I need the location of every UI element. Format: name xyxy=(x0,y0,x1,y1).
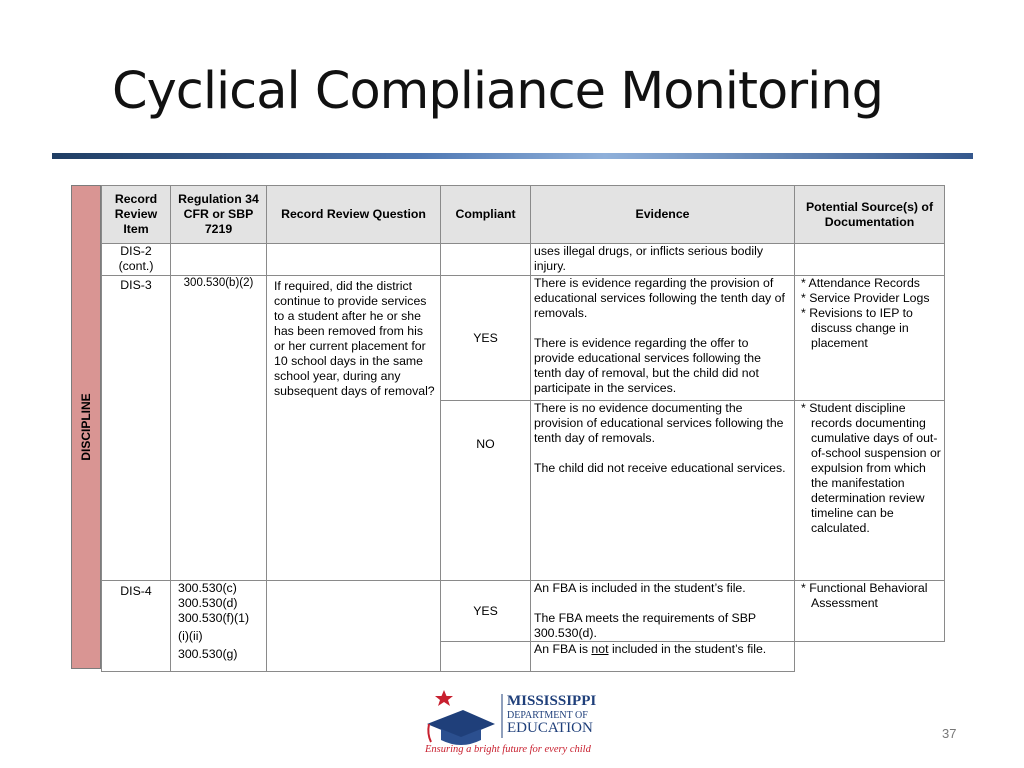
dis3-item xyxy=(102,276,171,581)
dis4-regulation-4: (i)(ii) xyxy=(178,629,203,643)
dis4-regulation-2: 300.530(d) xyxy=(178,596,238,610)
dis4-no-evidence-emph: not xyxy=(591,642,609,656)
dis4-no-evidence xyxy=(531,642,795,672)
mde-logo xyxy=(425,688,601,760)
header-compliant: Compliant xyxy=(441,186,531,244)
dis3-yes-source-1: * Attendance Records xyxy=(801,276,920,290)
dis4-yes-sources xyxy=(795,581,945,642)
dis4-yes-evidence-2: The FBA meets the requirements of SBP 300.530(d). xyxy=(534,611,756,640)
sidebar-label: DISCIPLINE xyxy=(79,393,93,461)
logo-tagline: Ensuring a bright future for every child xyxy=(425,744,591,755)
dis4-regulation-5: 300.530(g) xyxy=(178,647,238,661)
table-row xyxy=(102,276,945,401)
dis3-no-source-1: * Student discipline records documenting cumulative days of out-of-school suspension or expulsion from which the manifestation determination review timeline can be calculated. xyxy=(801,401,941,535)
table-row xyxy=(102,581,945,642)
dis3-no-evidence-1: There is no evidence documenting the provision of educational services following the tenth day of removals. xyxy=(534,401,784,445)
dis2-sources xyxy=(795,244,945,276)
dis2-item: DIS-2 (cont.) xyxy=(102,244,171,276)
dis4-regulation-3: 300.530(f)(1) xyxy=(178,611,250,625)
logo-line-2: DEPARTMENT OF xyxy=(507,710,588,721)
logo-line-1: MISSISSIPPI xyxy=(507,693,597,709)
dis3-no-sources xyxy=(795,401,945,581)
dis2-evidence: uses illegal drugs, or inflicts serious bodily injury. xyxy=(531,244,795,276)
dis3-yes-sources xyxy=(795,276,945,401)
dis2-regulation xyxy=(171,244,267,276)
dis4-regulation xyxy=(171,581,267,672)
dis4-yes-source-1: * Functional Behavioral Assessment xyxy=(801,581,928,610)
dis2-question xyxy=(267,244,441,276)
dis3-question-text: If required, did the district continue to provide services to a student after he or she has been removed from his or her current placement for 10 school days in the same school year, during any subsequent days of removal? xyxy=(274,279,435,398)
dis3-yes-source-3: * Revisions to IEP to discuss change in placement xyxy=(801,306,913,350)
discipline-sidebar xyxy=(71,185,101,669)
dis4-no-evidence-pre: An FBA is xyxy=(534,642,592,656)
dis3-item-text: DIS-3 xyxy=(120,278,152,292)
header-item: Record Review Item xyxy=(102,186,171,244)
dis3-yes-evidence-2: There is evidence regarding the offer to provide educational services following the tenth day of removal, but the child did not participate in the services. xyxy=(534,336,761,395)
header-sources: Potential Source(s) of Documentation xyxy=(795,186,945,244)
table-row xyxy=(102,244,945,276)
dis3-yes-evidence xyxy=(531,276,795,401)
dis4-no-evidence-post: included in the student’s file. xyxy=(608,642,767,656)
dis4-item xyxy=(102,581,171,672)
dis3-no-compliant xyxy=(441,401,531,581)
dis4-no-compliant xyxy=(441,642,531,672)
logo-line-3: EDUCATION xyxy=(507,720,593,736)
dis3-yes-compliant: YES xyxy=(441,276,531,401)
dis4-item-text: DIS-4 xyxy=(120,584,152,598)
header-regulation: Regulation 34 CFR or SBP 7219 xyxy=(171,186,267,244)
dis4-yes-evidence xyxy=(531,581,795,642)
dis4-yes-evidence-1: An FBA is included in the student’s file. xyxy=(534,581,746,595)
dis3-no-evidence xyxy=(531,401,795,581)
dis2-compliant xyxy=(441,244,531,276)
header-evidence: Evidence xyxy=(531,186,795,244)
dis3-question xyxy=(267,276,441,581)
title-divider xyxy=(52,153,973,159)
dis4-question xyxy=(267,581,441,672)
dis4-regulation-1: 300.530(c) xyxy=(178,581,237,595)
dis3-yes-source-2: * Service Provider Logs xyxy=(801,291,930,305)
header-question: Record Review Question xyxy=(267,186,441,244)
dis3-no-evidence-2: The child did not receive educational services. xyxy=(534,461,786,475)
compliance-table xyxy=(101,185,945,672)
dis3-yes-evidence-1: There is evidence regarding the provision of educational services following the tenth day of removals. xyxy=(534,276,785,320)
dis3-regulation: 300.530(b)(2) xyxy=(171,276,267,581)
dis3-no-compliant-text: NO xyxy=(476,437,495,451)
page-number: 37 xyxy=(942,726,957,741)
slide-title: Cyclical Compliance Monitoring xyxy=(112,62,883,121)
header-row xyxy=(102,186,945,244)
dis4-yes-compliant: YES xyxy=(441,581,531,642)
dis4-no-sources xyxy=(795,642,945,672)
